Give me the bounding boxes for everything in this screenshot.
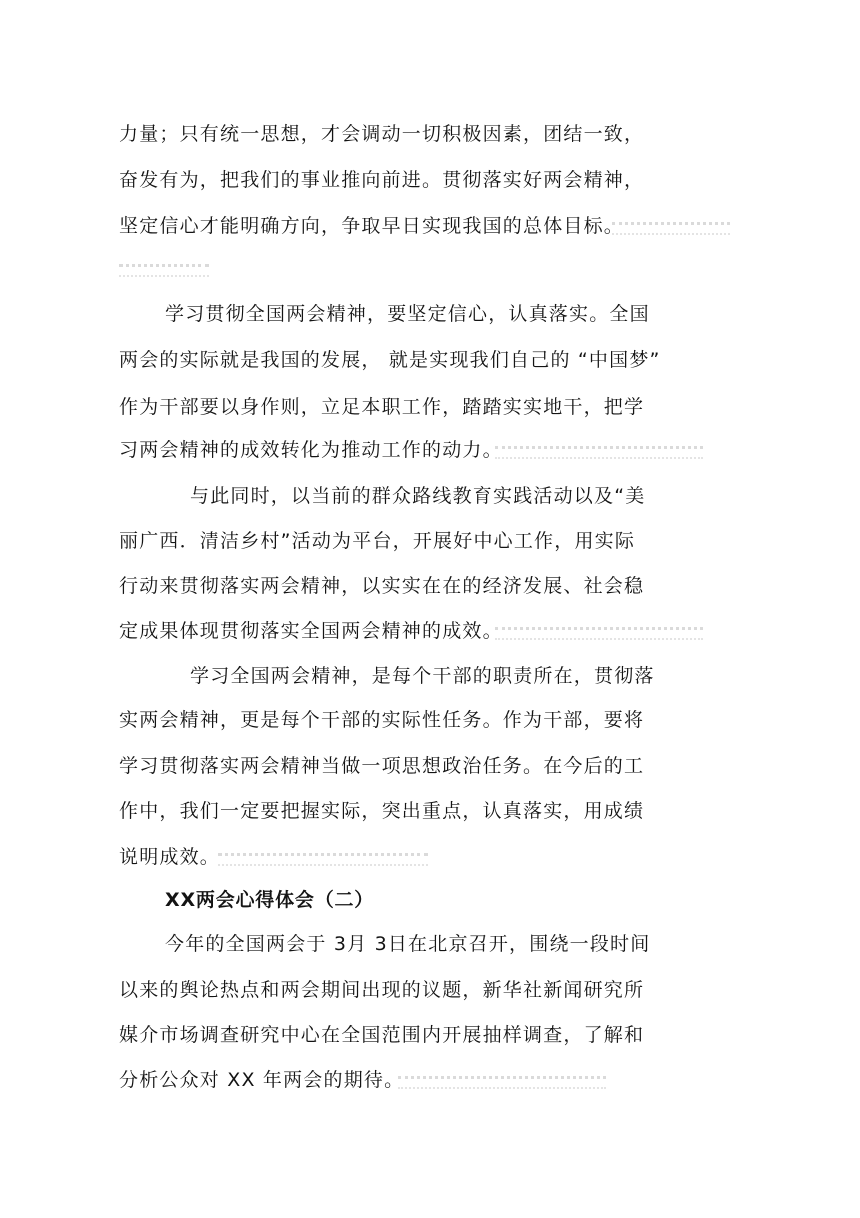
paragraph-line: 丽广西．清洁乡村”活动为平台，开展好中心工作，用实际 (119, 530, 636, 552)
paragraph-line: 坚定信心才能明确方向，争取早日实现我国的总体目标。 (119, 215, 625, 237)
paragraph-line: 分析公众对 XX 年两会的期待。 (119, 1069, 405, 1091)
paragraph-line: 说明成效。 (119, 846, 221, 868)
section-heading: XX两会心得体会（二） (165, 889, 375, 911)
faint-dotted-leader (612, 222, 730, 235)
faint-dotted-leader (495, 446, 703, 459)
paragraph-line: 两会的实际就是我国的发展， 就是实现我们自己的 “中国梦” (119, 349, 661, 371)
faint-dotted-leader (398, 1076, 606, 1089)
faint-dotted-leader (218, 853, 428, 866)
paragraph-line: 定成果体现贯彻落实全国两会精神的成效。 (119, 620, 503, 642)
faint-dotted-leader (495, 627, 703, 640)
faint-dotted-leader (119, 264, 209, 277)
paragraph-line: 学习全国两会精神，是每个干部的职责所在，贯彻落 (190, 665, 655, 687)
paragraph-line: 奋发有为，把我们的事业推向前进。贯彻落实好两会精神， (119, 169, 645, 191)
paragraph-line: 今年的全国两会于 3月 3日在北京召开，围绕一段时间 (165, 933, 651, 955)
paragraph-line: 学习贯彻落实两会精神当做一项思想政治任务。在今后的工 (119, 755, 645, 777)
paragraph-line: 习两会精神的成效转化为推动工作的动力。 (119, 439, 503, 461)
paragraph-line: 以来的舆论热点和两会期间出现的议题，新华社新闻研究所 (119, 979, 645, 1001)
paragraph-line: 作中，我们一定要把握实际，突出重点，认真落实，用成绩 (119, 800, 645, 822)
paragraph-line: 作为干部要以身作则，立足本职工作，踏踏实实地干，把学 (119, 396, 645, 418)
paragraph-line: 媒介市场调查研究中心在全国范围内开展抽样调查，了解和 (119, 1024, 645, 1046)
paragraph-line: 实两会精神，更是每个干部的实际性任务。作为干部，要将 (119, 709, 645, 731)
paragraph-line: 与此同时，以当前的群众路线教育实践活动以及“美 (190, 485, 646, 507)
paragraph-line: 力量；只有统一思想，才会调动一切积极因素，团结一致， (119, 123, 645, 145)
paragraph-line: 学习贯彻全国两会精神，要坚定信心，认真落实。全国 (165, 303, 650, 325)
paragraph-line: 行动来贯彻落实两会精神，以实实在在的经济发展、社会稳 (119, 575, 645, 597)
